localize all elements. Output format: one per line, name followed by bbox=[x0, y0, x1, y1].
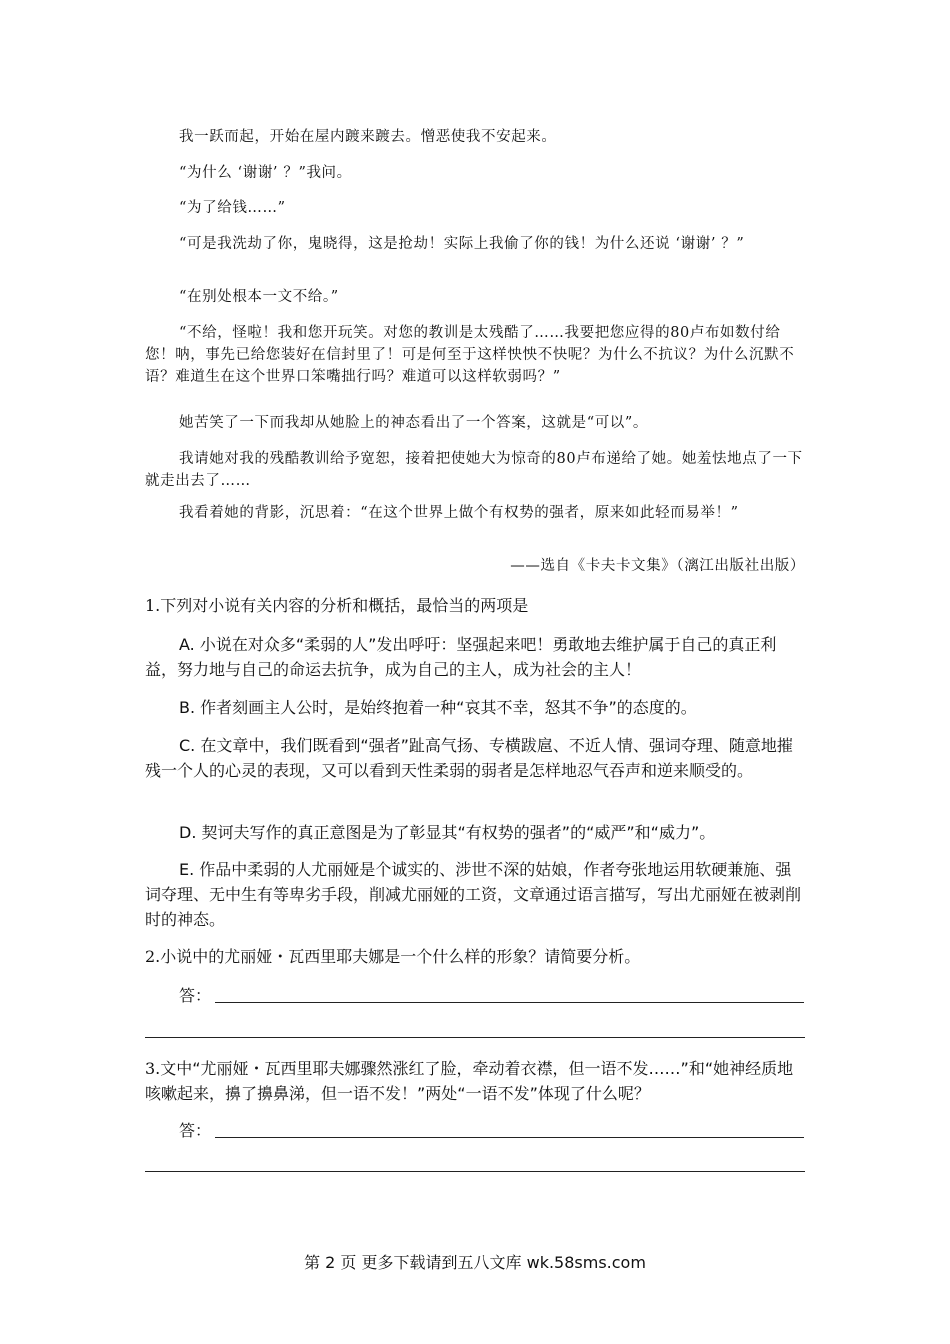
answer-line[interactable] bbox=[215, 1137, 804, 1138]
option-d: D. 契诃夫写作的真正意图是为了彰显其“有权势的强者”的“威严”和“威力”。 bbox=[179, 823, 716, 842]
answer-line-full[interactable] bbox=[145, 1171, 805, 1172]
option-c: C. 在文章中，我们既看到“强者”趾高气扬、专横跋扈、不近人情、强词夺理、随意地摧残一个人的心灵的表现，又可以看到天性柔弱的弱者是怎样地忍气吞声和逆来顺受的。 bbox=[145, 736, 793, 780]
option-e: E. 作品中柔弱的人尤丽娅是个诚实的、涉世不深的姑娘，作者夸张地运用软硬兼施、强词夺理、无中生有等卑劣手段，削减尤丽娅的工资，文章通过语言描写，写出尤丽娅在被剥削时的神态。 bbox=[145, 860, 802, 929]
answer-line[interactable] bbox=[215, 1002, 804, 1003]
story-paragraph: 她苦笑了一下而我却从她脸上的神态看出了一个答案，这就是“可以”。 bbox=[179, 415, 649, 431]
question-number: 1. bbox=[145, 596, 161, 615]
story-paragraph: 我请她对我的残酷教训给予宽恕，接着把使她大为惊奇的80卢布递给了她。她羞怯地点了一下就走出去了…… bbox=[145, 451, 803, 489]
answer-label: 答： bbox=[179, 1121, 212, 1140]
story-paragraph: “可是我洗劫了你，鬼晓得，这是抢劫！实际上我偷了你的钱！为什么还说 ‘谢谢’ ？” bbox=[179, 236, 745, 252]
answer-line-full[interactable] bbox=[145, 1037, 805, 1038]
answer-row-q3[interactable] bbox=[179, 1118, 804, 1142]
question-text: 小说中的尤丽娅・瓦西里耶夫娜是一个什么样的形象？请简要分析。 bbox=[160, 947, 641, 966]
option-a: A. 小说在对众多“柔弱的人”发出呼吁：坚强起来吧！勇敢地去维护属于自己的真正利益，努力地与自己的命运去抗争，成为自己的主人，成为社会的主人！ bbox=[145, 635, 777, 679]
page-footer: 第 2 页 更多下载请到五八文库 wk.58sms.com bbox=[304, 1253, 646, 1272]
question-number: 3. bbox=[145, 1059, 161, 1078]
story-paragraph: “不给，怪啦！我和您开玩笑。对您的教训是太残酷了……我要把您应得的80卢布如数付给您！呐，事先已给您装好在信封里了！可是何至于这样怏怏不快呢？为什么不抗议？为什么沉默不语？难道生在这个世界口笨嘴拙行吗？难道可以这样软弱吗？” bbox=[145, 325, 795, 385]
question-1 bbox=[145, 593, 805, 618]
question-2 bbox=[145, 944, 805, 969]
question-3 bbox=[145, 1056, 805, 1106]
answer-label: 答： bbox=[179, 986, 212, 1005]
source-citation: ——选自《卡夫卡文集》（漓江出版社出版） bbox=[510, 558, 805, 574]
story-paragraph: 我看着她的背影，沉思着：“在这个世界上做个有权势的强者，原来如此轻而易举！” bbox=[179, 505, 739, 521]
question-text: 下列对小说有关内容的分析和概括，最恰当的两项是 bbox=[160, 596, 529, 615]
story-paragraph: “在别处根本一文不给。” bbox=[179, 289, 339, 305]
question-text: 文中“尤丽娅・瓦西里耶夫娜骤然涨红了脸，牵动着衣襟，但一语不发……”和“她神经质地咳嗽起来，擤了擤鼻涕，但一语不发！”两处“一语不发”体现了什么呢？ bbox=[145, 1059, 794, 1103]
option-b: B. 作者刻画主人公时，是始终抱着一种“哀其不幸，怒其不争”的态度的。 bbox=[179, 698, 697, 717]
answer-row-q2[interactable] bbox=[179, 983, 804, 1007]
story-paragraph: “为了给钱……” bbox=[179, 200, 286, 216]
story-paragraph: 我一跃而起，开始在屋内踱来踱去。憎恶使我不安起来。 bbox=[179, 129, 557, 145]
story-paragraph: “为什么 ‘谢谢’ ？”我问。 bbox=[179, 165, 352, 181]
question-number: 2. bbox=[145, 947, 161, 966]
